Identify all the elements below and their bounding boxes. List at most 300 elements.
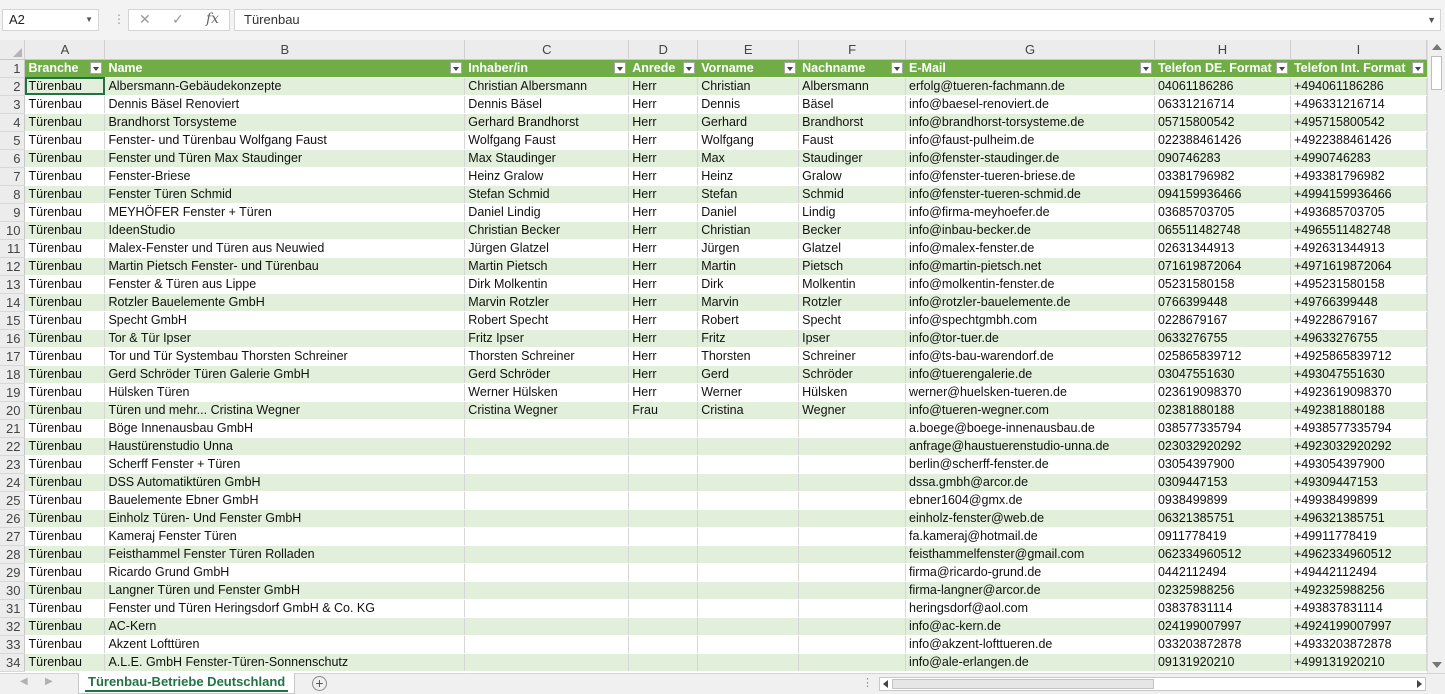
add-sheet-button[interactable]: + [312,676,327,691]
filter-dropdown-icon[interactable] [784,62,796,74]
filter-dropdown-icon[interactable] [891,62,903,74]
cell-name[interactable]: Bauelemente Ebner GmbH [105,491,465,509]
cell-nachname[interactable]: Becker [799,221,906,239]
cell-name[interactable]: Haustürenstudio Unna [105,437,465,455]
cell-telefon-int[interactable]: +4923619098370 [1290,383,1426,401]
cell-nachname[interactable] [799,491,906,509]
cell-anrede[interactable] [629,581,698,599]
cell-telefon-de[interactable]: 03837831114 [1154,599,1290,617]
cell-telefon-int[interactable]: +4938577335794 [1290,419,1426,437]
cell-vorname[interactable]: Cristina [698,401,799,419]
cell-telefon-int[interactable]: +493685703705 [1290,203,1426,221]
cell-email[interactable]: info@spechtgmbh.com [906,311,1155,329]
cell-telefon-int[interactable]: +49938499899 [1290,491,1426,509]
cell-inhaber[interactable]: Gerhard Brandhorst [465,113,629,131]
cell-nachname[interactable]: Brandhorst [799,113,906,131]
cell-branche[interactable]: Türenbau [25,311,105,329]
vertical-scrollbar[interactable] [1427,40,1445,673]
cell-name[interactable]: Malex-Fenster und Türen aus Neuwied [105,239,465,257]
cell-email[interactable]: info@firma-meyhoefer.de [906,203,1155,221]
cell-nachname[interactable]: Gralow [799,167,906,185]
cell-telefon-int[interactable]: +492381880188 [1290,401,1426,419]
cell-inhaber[interactable]: Werner Hülsken [465,383,629,401]
vertical-scroll-thumb[interactable] [1431,56,1442,90]
splitter-icon[interactable]: ⋮ [862,677,872,689]
row-header[interactable]: 21 [0,419,25,437]
cell-nachname[interactable] [799,455,906,473]
cell-branche[interactable]: Türenbau [25,239,105,257]
cell-telefon-int[interactable]: +4990746283 [1290,149,1426,167]
scroll-right-icon[interactable] [1417,680,1422,688]
cell-branche[interactable]: Türenbau [25,473,105,491]
cell-email[interactable]: dssa.gmbh@arcor.de [906,473,1155,491]
cell-branche[interactable]: Türenbau [25,167,105,185]
row-header[interactable]: 30 [0,581,25,599]
row-header[interactable]: 32 [0,617,25,635]
cell-anrede[interactable]: Herr [629,77,698,95]
row-header[interactable]: 5 [0,131,25,149]
cell-telefon-int[interactable]: +4922388461426 [1290,131,1426,149]
cell-inhaber[interactable] [465,455,629,473]
cell-telefon-de[interactable]: 02381880188 [1154,401,1290,419]
cell-telefon-int[interactable]: +493381796982 [1290,167,1426,185]
row-header[interactable]: 25 [0,491,25,509]
cell-email[interactable]: info@fenster-tueren-briese.de [906,167,1155,185]
cell-vorname[interactable]: Martin [698,257,799,275]
cell-name[interactable]: Kameraj Fenster Türen [105,527,465,545]
cell-nachname[interactable]: Pietsch [799,257,906,275]
cell-email[interactable]: firma@ricardo-grund.de [906,563,1155,581]
cell-email[interactable]: feisthammelfenster@gmail.com [906,545,1155,563]
cell-vorname[interactable]: Dennis [698,95,799,113]
cell-inhaber[interactable] [465,653,629,671]
cell-telefon-de[interactable]: 0911778419 [1154,527,1290,545]
cell-inhaber[interactable] [465,599,629,617]
cell-vorname[interactable]: Gerhard [698,113,799,131]
cell-telefon-int[interactable]: +4923032920292 [1290,437,1426,455]
row-header[interactable]: 8 [0,185,25,203]
cell-vorname[interactable] [698,473,799,491]
horizontal-scrollbar[interactable] [879,677,1426,691]
cell-nachname[interactable] [799,617,906,635]
cell-anrede[interactable] [629,455,698,473]
cell-branche[interactable]: Türenbau [25,563,105,581]
cell-anrede[interactable]: Herr [629,329,698,347]
cell-telefon-int[interactable]: +4971619872064 [1290,257,1426,275]
cell-telefon-de[interactable]: 0766399448 [1154,293,1290,311]
cell-email[interactable]: info@fenster-tueren-schmid.de [906,185,1155,203]
filter-dropdown-icon[interactable] [450,62,462,74]
cell-vorname[interactable] [698,491,799,509]
cell-anrede[interactable]: Herr [629,239,698,257]
cell-branche[interactable]: Türenbau [25,149,105,167]
cell-anrede[interactable] [629,545,698,563]
cell-name[interactable]: MEYHÖFER Fenster + Türen [105,203,465,221]
row-header[interactable]: 22 [0,437,25,455]
cell-telefon-int[interactable]: +495231580158 [1290,275,1426,293]
scroll-down-icon[interactable] [1432,662,1442,668]
cell-inhaber[interactable]: Christian Albersmann [465,77,629,95]
cell-inhaber[interactable]: Dirk Molkentin [465,275,629,293]
cell-anrede[interactable]: Herr [629,257,698,275]
column-header-e[interactable]: E [698,40,799,59]
cell-nachname[interactable] [799,635,906,653]
cell-telefon-de[interactable]: 05231580158 [1154,275,1290,293]
cell-nachname[interactable] [799,437,906,455]
cell-email[interactable]: info@tueren-wegner.com [906,401,1155,419]
cell-vorname[interactable] [698,509,799,527]
cell-email[interactable]: info@ale-erlangen.de [906,653,1155,671]
cell-vorname[interactable]: Max [698,149,799,167]
cell-email[interactable]: firma-langner@arcor.de [906,581,1155,599]
cell-inhaber[interactable]: Stefan Schmid [465,185,629,203]
cell-telefon-int[interactable]: +4962334960512 [1290,545,1426,563]
row-header[interactable]: 9 [0,203,25,221]
chevron-down-icon[interactable]: ▼ [1427,15,1436,25]
close-icon[interactable]: ✕ [139,11,151,27]
cell-nachname[interactable] [799,653,906,671]
cell-branche[interactable]: Türenbau [25,653,105,671]
spreadsheet-grid[interactable] [0,40,1427,673]
cell-anrede[interactable] [629,563,698,581]
header-cell-branche[interactable] [25,59,105,77]
cell-vorname[interactable]: Heinz [698,167,799,185]
cell-anrede[interactable]: Herr [629,275,698,293]
cell-telefon-int[interactable]: +4933203872878 [1290,635,1426,653]
cell-branche[interactable]: Türenbau [25,455,105,473]
cell-inhaber[interactable]: Max Staudinger [465,149,629,167]
select-all-button[interactable] [0,40,25,59]
cell-name[interactable]: Feisthammel Fenster Türen Rolladen [105,545,465,563]
cell-vorname[interactable] [698,419,799,437]
cell-branche[interactable]: Türenbau [25,437,105,455]
cell-nachname[interactable]: Ipser [799,329,906,347]
cell-telefon-int[interactable]: +4965511482748 [1290,221,1426,239]
cell-name[interactable]: Fenster- und Türenbau Wolfgang Faust [105,131,465,149]
row-header[interactable]: 26 [0,509,25,527]
cell-email[interactable]: heringsdorf@aol.com [906,599,1155,617]
cell-inhaber[interactable] [465,563,629,581]
row-header[interactable]: 15 [0,311,25,329]
cell-anrede[interactable]: Herr [629,149,698,167]
row-header[interactable]: 33 [0,635,25,653]
cell-email[interactable]: berlin@scherff-fenster.de [906,455,1155,473]
cell-nachname[interactable] [799,545,906,563]
header-cell-email[interactable] [906,59,1155,77]
cell-inhaber[interactable] [465,527,629,545]
row-header[interactable]: 7 [0,167,25,185]
cell-vorname[interactable]: Marvin [698,293,799,311]
cell-vorname[interactable] [698,581,799,599]
cell-email[interactable]: info@ts-bau-warendorf.de [906,347,1155,365]
cell-inhaber[interactable] [465,545,629,563]
cell-anrede[interactable] [629,653,698,671]
function-icon[interactable]: fx [206,11,220,27]
header-cell-telefon-int[interactable] [1290,59,1426,77]
cell-vorname[interactable] [698,545,799,563]
cell-nachname[interactable]: Glatzel [799,239,906,257]
cell-anrede[interactable]: Frau [629,401,698,419]
cell-telefon-int[interactable]: +494061186286 [1290,77,1426,95]
cell-name[interactable]: IdeenStudio [105,221,465,239]
cell-anrede[interactable]: Herr [629,347,698,365]
cell-telefon-de[interactable]: 05715800542 [1154,113,1290,131]
cell-inhaber[interactable] [465,473,629,491]
row-header[interactable]: 31 [0,599,25,617]
cell-email[interactable]: info@molkentin-fenster.de [906,275,1155,293]
formula-input[interactable] [234,9,1441,31]
cell-telefon-de[interactable]: 02325988256 [1154,581,1290,599]
cell-branche[interactable]: Türenbau [25,617,105,635]
cell-vorname[interactable] [698,563,799,581]
cell-anrede[interactable] [629,635,698,653]
header-cell-name[interactable] [105,59,465,77]
row-header[interactable]: 16 [0,329,25,347]
cell-vorname[interactable] [698,437,799,455]
cell-name[interactable]: Langner Türen und Fenster GmbH [105,581,465,599]
filter-dropdown-icon[interactable] [1140,62,1152,74]
cell-email[interactable]: info@baesel-renoviert.de [906,95,1155,113]
cell-inhaber[interactable]: Jürgen Glatzel [465,239,629,257]
cell-telefon-int[interactable]: +492631344913 [1290,239,1426,257]
cell-branche[interactable]: Türenbau [25,257,105,275]
cell-nachname[interactable]: Schröder [799,365,906,383]
cell-branche[interactable]: Türenbau [25,491,105,509]
cell-nachname[interactable]: Molkentin [799,275,906,293]
cell-email[interactable]: info@tor-tuer.de [906,329,1155,347]
row-header[interactable]: 23 [0,455,25,473]
cell-email[interactable]: info@rotzler-bauelemente.de [906,293,1155,311]
cell-telefon-de[interactable]: 090746283 [1154,149,1290,167]
cell-anrede[interactable]: Herr [629,185,698,203]
cell-vorname[interactable]: Jürgen [698,239,799,257]
cell-telefon-de[interactable]: 0938499899 [1154,491,1290,509]
cell-branche[interactable]: Türenbau [25,365,105,383]
cell-anrede[interactable]: Herr [629,221,698,239]
cell-inhaber[interactable]: Robert Specht [465,311,629,329]
cell-vorname[interactable]: Wolfgang [698,131,799,149]
cell-telefon-de[interactable]: 024199007997 [1154,617,1290,635]
cell-anrede[interactable]: Herr [629,383,698,401]
cell-name[interactable]: Rotzler Bauelemente GmbH [105,293,465,311]
cell-inhaber[interactable]: Marvin Rotzler [465,293,629,311]
cell-anrede[interactable] [629,419,698,437]
cell-branche[interactable]: Türenbau [25,293,105,311]
sheet-tab[interactable]: Türenbau-Betriebe Deutschland [78,673,295,694]
cell-branche[interactable]: Türenbau [25,383,105,401]
cell-name[interactable]: Specht GmbH [105,311,465,329]
cell-branche[interactable]: Türenbau [25,113,105,131]
header-cell-nachname[interactable] [799,59,906,77]
cell-telefon-de[interactable]: 0309447153 [1154,473,1290,491]
cell-name[interactable]: Akzent Lofttüren [105,635,465,653]
cell-telefon-int[interactable]: +496331216714 [1290,95,1426,113]
cell-vorname[interactable]: Thorsten [698,347,799,365]
cell-email[interactable]: anfrage@haustuerenstudio-unna.de [906,437,1155,455]
cell-anrede[interactable]: Herr [629,167,698,185]
cell-nachname[interactable]: Rotzler [799,293,906,311]
cell-name[interactable]: Fenster & Türen aus Lippe [105,275,465,293]
cell-anrede[interactable] [629,527,698,545]
cell-branche[interactable]: Türenbau [25,329,105,347]
cell-telefon-de[interactable]: 03381796982 [1154,167,1290,185]
cell-nachname[interactable] [799,581,906,599]
cell-inhaber[interactable] [465,419,629,437]
cell-name[interactable]: Tor & Tür Ipser [105,329,465,347]
cell-telefon-de[interactable]: 04061186286 [1154,77,1290,95]
cell-name[interactable]: DSS Automatiktüren GmbH [105,473,465,491]
cell-nachname[interactable] [799,563,906,581]
cell-anrede[interactable]: Herr [629,293,698,311]
cell-name[interactable]: Scherff Fenster + Türen [105,455,465,473]
cell-name[interactable]: Gerd Schröder Türen Galerie GmbH [105,365,465,383]
cell-inhaber[interactable]: Wolfgang Faust [465,131,629,149]
cell-vorname[interactable] [698,527,799,545]
cell-nachname[interactable]: Schreiner [799,347,906,365]
cell-telefon-int[interactable]: +493054397900 [1290,455,1426,473]
cell-vorname[interactable]: Christian [698,221,799,239]
cell-branche[interactable]: Türenbau [25,275,105,293]
filter-dropdown-icon[interactable] [1412,62,1424,74]
column-header-i[interactable]: I [1290,40,1426,59]
row-header[interactable]: 11 [0,239,25,257]
cell-branche[interactable]: Türenbau [25,221,105,239]
row-header[interactable]: 17 [0,347,25,365]
cell-email[interactable]: info@brandhorst-torsysteme.de [906,113,1155,131]
cell-inhaber[interactable] [465,509,629,527]
cell-telefon-de[interactable]: 02631344913 [1154,239,1290,257]
cell-inhaber[interactable] [465,491,629,509]
cell-name[interactable]: Böge Innenausbau GmbH [105,419,465,437]
cell-telefon-int[interactable]: +496321385751 [1290,509,1426,527]
cell-email[interactable]: einholz-fenster@web.de [906,509,1155,527]
row-header[interactable]: 20 [0,401,25,419]
cell-email[interactable]: info@tuerengalerie.de [906,365,1155,383]
cell-branche[interactable]: Türenbau [25,347,105,365]
cell-anrede[interactable] [629,617,698,635]
cell-nachname[interactable]: Staudinger [799,149,906,167]
column-header-g[interactable]: G [906,40,1155,59]
cell-inhaber[interactable]: Daniel Lindig [465,203,629,221]
cell-name[interactable]: Dennis Bäsel Renoviert [105,95,465,113]
cell-anrede[interactable]: Herr [629,131,698,149]
row-header[interactable]: 14 [0,293,25,311]
cell-name[interactable]: Fenster-Briese [105,167,465,185]
row-header[interactable]: 18 [0,365,25,383]
header-cell-telefon-de[interactable] [1154,59,1290,77]
filter-dropdown-icon[interactable] [1276,62,1288,74]
next-sheet-icon[interactable]: ▶ [45,676,53,687]
cell-anrede[interactable] [629,437,698,455]
cell-branche[interactable]: Türenbau [25,509,105,527]
row-header[interactable]: 1 [0,59,25,77]
cell-inhaber[interactable] [465,617,629,635]
cell-anrede[interactable]: Herr [629,365,698,383]
row-header[interactable]: 13 [0,275,25,293]
cell-telefon-de[interactable]: 025865839712 [1154,347,1290,365]
cell-name[interactable]: Türen und mehr... Cristina Wegner [105,401,465,419]
cell-name[interactable]: Albersmann-Gebäudekonzepte [105,77,465,95]
cell-branche[interactable]: Türenbau [25,545,105,563]
column-header-b[interactable]: B [105,40,465,59]
cell-nachname[interactable]: Schmid [799,185,906,203]
drag-handle-icon[interactable]: ⋮ [113,12,125,26]
cell-nachname[interactable]: Wegner [799,401,906,419]
row-header[interactable]: 19 [0,383,25,401]
cell-telefon-int[interactable]: +4924199007997 [1290,617,1426,635]
cell-telefon-de[interactable]: 06331216714 [1154,95,1290,113]
cell-telefon-int[interactable]: +49911778419 [1290,527,1426,545]
cell-nachname[interactable]: Hülsken [799,383,906,401]
cell-branche[interactable]: Türenbau [25,635,105,653]
cell-telefon-int[interactable]: +493837831114 [1290,599,1426,617]
cell-anrede[interactable] [629,473,698,491]
cell-vorname[interactable] [698,635,799,653]
cell-telefon-int[interactable]: +49228679167 [1290,311,1426,329]
cell-name[interactable]: Hülsken Türen [105,383,465,401]
row-header[interactable]: 28 [0,545,25,563]
cell-telefon-int[interactable]: +49766399448 [1290,293,1426,311]
cell-nachname[interactable] [799,419,906,437]
cell-vorname[interactable] [698,617,799,635]
row-header[interactable]: 34 [0,653,25,671]
row-header[interactable]: 3 [0,95,25,113]
cell-vorname[interactable]: Dirk [698,275,799,293]
cell-telefon-de[interactable]: 0442112494 [1154,563,1290,581]
cell-inhaber[interactable]: Christian Becker [465,221,629,239]
column-header-f[interactable]: F [799,40,906,59]
cell-name[interactable]: A.L.E. GmbH Fenster-Türen-Sonnenschutz [105,653,465,671]
cell-vorname[interactable]: Werner [698,383,799,401]
cell-name[interactable]: Martin Pietsch Fenster- und Türenbau [105,257,465,275]
column-header-c[interactable]: C [465,40,629,59]
cell-telefon-de[interactable]: 062334960512 [1154,545,1290,563]
cell-telefon-int[interactable]: +49633276755 [1290,329,1426,347]
cell-email[interactable]: info@ac-kern.de [906,617,1155,635]
scroll-up-icon[interactable] [1432,44,1442,50]
row-header[interactable]: 29 [0,563,25,581]
header-cell-anrede[interactable] [629,59,698,77]
cell-telefon-de[interactable]: 0633276755 [1154,329,1290,347]
cell-anrede[interactable] [629,599,698,617]
cell-name[interactable]: Ricardo Grund GmbH [105,563,465,581]
cell-name[interactable]: Fenster und Türen Heringsdorf GmbH & Co. KG [105,599,465,617]
cell-name[interactable]: Brandhorst Torsysteme [105,113,465,131]
cell-inhaber[interactable]: Thorsten Schreiner [465,347,629,365]
cell-nachname[interactable]: Albersmann [799,77,906,95]
cell-vorname[interactable]: Stefan [698,185,799,203]
cell-inhaber[interactable] [465,581,629,599]
cell-telefon-de[interactable]: 071619872064 [1154,257,1290,275]
horizontal-scroll-thumb[interactable] [892,679,1154,689]
header-cell-vorname[interactable] [698,59,799,77]
cell-nachname[interactable] [799,599,906,617]
filter-dropdown-icon[interactable] [683,62,695,74]
cell-vorname[interactable] [698,455,799,473]
cell-telefon-int[interactable]: +499131920210 [1290,653,1426,671]
row-header[interactable]: 6 [0,149,25,167]
cell-anrede[interactable]: Herr [629,95,698,113]
cell-inhaber[interactable]: Fritz Ipser [465,329,629,347]
cell-telefon-de[interactable]: 094159936466 [1154,185,1290,203]
cell-telefon-int[interactable]: +493047551630 [1290,365,1426,383]
cell-telefon-de[interactable]: 022388461426 [1154,131,1290,149]
cell-email[interactable]: fa.kameraj@hotmail.de [906,527,1155,545]
cell-telefon-int[interactable]: +49309447153 [1290,473,1426,491]
cell-branche[interactable]: Türenbau [25,185,105,203]
cell-branche[interactable]: Türenbau [25,527,105,545]
row-header[interactable]: 24 [0,473,25,491]
